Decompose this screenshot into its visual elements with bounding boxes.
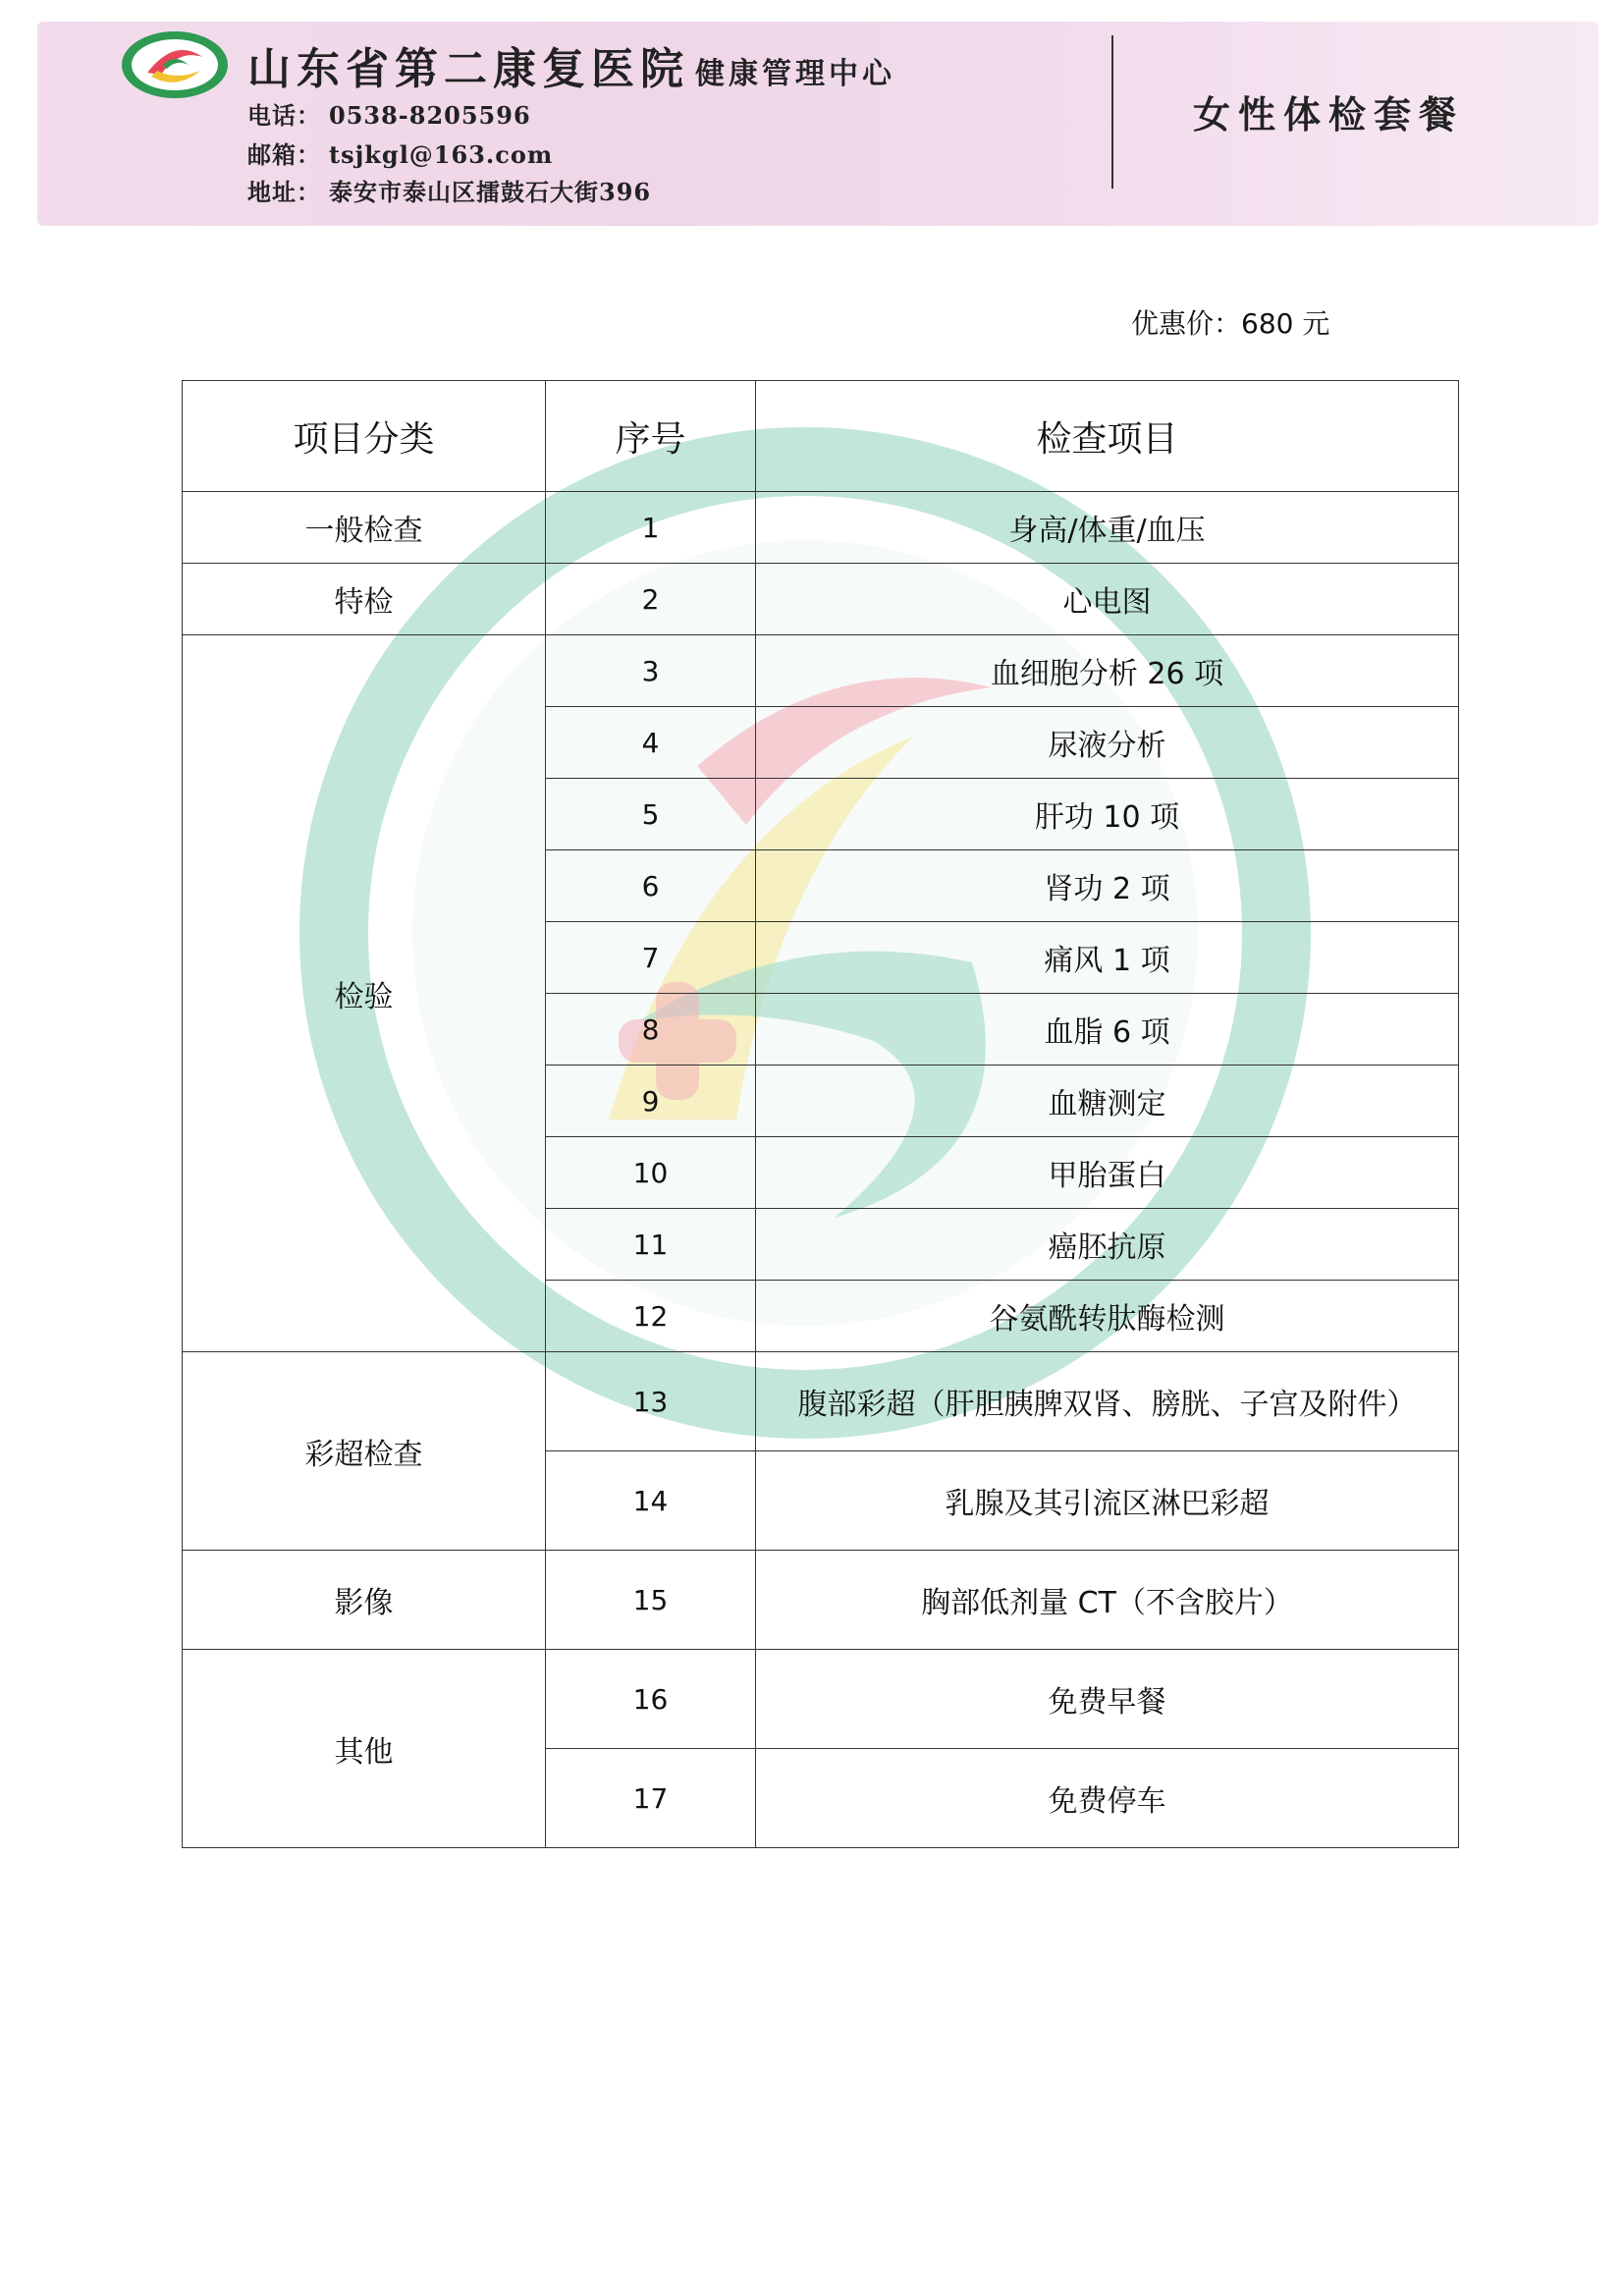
item-cell: 血脂 6 项 [756,994,1459,1066]
item-cell: 甲胎蛋白 [756,1137,1459,1209]
category-cell: 特检 [183,564,546,635]
item-cell: 免费停车 [756,1749,1459,1848]
discount-price: 优惠价：680 元 [1131,307,1330,340]
item-cell: 身高/体重/血压 [756,492,1459,564]
address-label: 地址： [247,178,321,206]
number-cell: 2 [546,564,756,635]
table-row [183,564,1459,635]
table-row [183,1650,1459,1749]
header-divider [1111,35,1113,189]
number-cell: 5 [546,779,756,850]
item-cell: 血细胞分析 26 项 [756,635,1459,707]
number-cell: 8 [546,994,756,1066]
phone-label: 电话： [247,101,321,130]
table-row [183,1352,1459,1451]
hospital-name [247,33,895,96]
exam-items-table [182,380,1459,1848]
number-cell: 11 [546,1209,756,1281]
number-cell: 12 [546,1281,756,1352]
hospital-name-text: 山东省第二康复医院 [247,44,689,94]
table-header-row [183,381,1459,492]
number-cell: 17 [546,1749,756,1848]
item-cell: 肾功 2 项 [756,850,1459,922]
header-item: 检查项目 [756,381,1459,492]
number-cell: 10 [546,1137,756,1209]
table-row [183,635,1459,707]
email-line [247,136,553,170]
item-cell: 乳腺及其引流区淋巴彩超 [756,1451,1459,1551]
category-cell: 检验 [183,635,546,1352]
number-cell: 13 [546,1352,756,1451]
category-cell: 其他 [183,1650,546,1848]
item-cell: 痛风 1 项 [756,922,1459,994]
table-row [183,1551,1459,1650]
category-cell: 彩超检查 [183,1352,546,1551]
item-cell: 胸部低剂量 CT（不含胶片） [756,1551,1459,1650]
hospital-logo-icon [118,27,232,102]
item-cell: 尿液分析 [756,707,1459,779]
item-cell: 癌胚抗原 [756,1209,1459,1281]
email-address: tsjkgl@163.com [329,140,554,169]
header-category: 项目分类 [183,381,546,492]
item-cell: 心电图 [756,564,1459,635]
number-cell: 1 [546,492,756,564]
number-cell: 15 [546,1551,756,1650]
header-number: 序号 [546,381,756,492]
email-label: 邮箱： [247,140,321,169]
address-text: 泰安市泰山区擂鼓石大街396 [329,178,652,206]
package-title: 女性体检套餐 [1193,92,1465,137]
number-cell: 7 [546,922,756,994]
number-cell: 9 [546,1066,756,1137]
item-cell: 血糖测定 [756,1066,1459,1137]
phone-line [247,96,531,131]
category-cell: 影像 [183,1551,546,1650]
table-row [183,492,1459,564]
number-cell: 4 [546,707,756,779]
phone-number: 0538-8205596 [329,101,531,130]
number-cell: 14 [546,1451,756,1551]
number-cell: 6 [546,850,756,922]
item-cell: 谷氨酰转肽酶检测 [756,1281,1459,1352]
address-line [247,173,651,207]
category-cell: 一般检查 [183,492,546,564]
department-name: 健康管理中心 [695,57,895,91]
number-cell: 3 [546,635,756,707]
item-cell: 腹部彩超（肝胆胰脾双肾、膀胱、子宫及附件） [756,1352,1459,1451]
item-cell: 免费早餐 [756,1650,1459,1749]
number-cell: 16 [546,1650,756,1749]
item-cell: 肝功 10 项 [756,779,1459,850]
